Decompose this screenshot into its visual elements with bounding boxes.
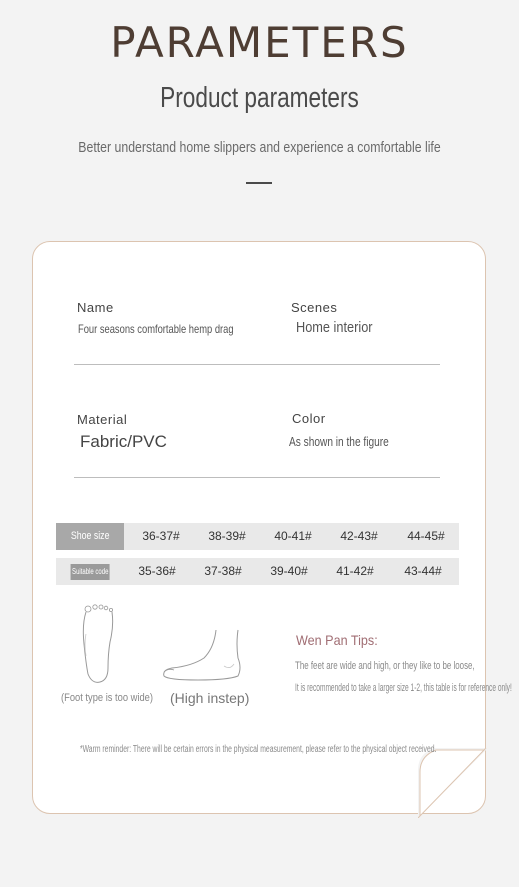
high-instep-caption: (High instep) [170, 690, 250, 706]
material-value: Fabric/PVC [80, 432, 167, 451]
code-cell: 39-40# [270, 564, 308, 578]
warm-reminder: *Warm reminder: There will be certain errors in the physical measurement, please refer to the physical object received. [80, 744, 437, 755]
page-description: Better understand home slippers and experience a comfortable life [78, 139, 441, 156]
page-subtitle: Product parameters [160, 82, 359, 114]
size-cell: 36-37# [142, 529, 180, 543]
code-cell: 43-44# [404, 564, 442, 578]
size-cell: 44-45# [407, 529, 445, 543]
shoe-size-header: Shoe size [56, 523, 124, 550]
code-cell: 37-38# [204, 564, 242, 578]
size-cell: 40-41# [274, 529, 312, 543]
size-cell: 38-39# [208, 529, 246, 543]
code-cell: 35-36# [138, 564, 176, 578]
high-instep-foot-icon [158, 628, 244, 684]
scenes-value: Home interior [296, 319, 373, 336]
divider-line [74, 364, 440, 365]
tips-line: It is recommended to take a larger size 1-2, this table is for reference only! [295, 682, 512, 694]
size-cell: 42-43# [340, 529, 378, 543]
wide-foot-icon [76, 604, 120, 686]
suitable-code-row [56, 558, 459, 585]
tips-line: The feet are wide and high, or they like to be loose, [295, 660, 475, 672]
color-label: Color [292, 411, 326, 426]
tips-title: Wen Pan Tips: [296, 632, 378, 648]
page-title: PARAMETERS [110, 18, 409, 67]
suitable-code-header: Suitable code [56, 558, 124, 585]
divider-line [74, 477, 440, 478]
color-value: As shown in the figure [289, 434, 389, 449]
page-curl [418, 748, 488, 818]
wide-foot-caption: (Foot type is too wide) [61, 692, 153, 704]
name-label: Name [77, 300, 114, 315]
shoe-size-row [56, 523, 459, 550]
material-label: Material [77, 412, 128, 427]
title-divider [246, 182, 272, 184]
name-value: Four seasons comfortable hemp drag [78, 322, 234, 336]
scenes-label: Scenes [291, 300, 338, 315]
code-cell: 41-42# [336, 564, 374, 578]
